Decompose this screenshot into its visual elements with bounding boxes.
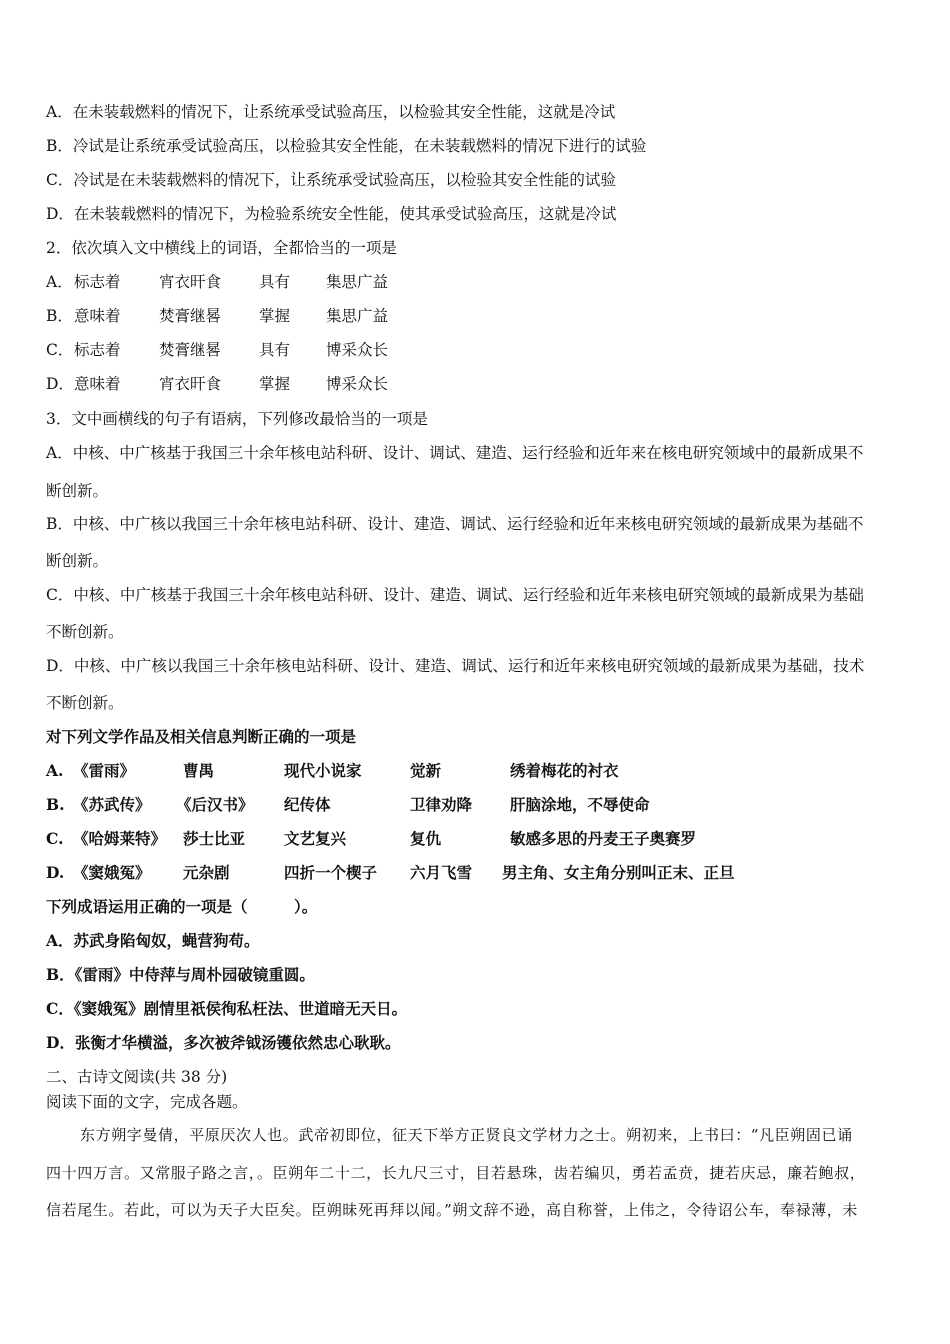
q3-option-c-line2: 不断创新。 [46, 623, 124, 641]
q2-option-word2: 焚膏继晷 [159, 307, 222, 325]
q4-author: 元杂剧 [183, 863, 230, 882]
q3-option-d-line2: 不断创新。 [46, 694, 124, 712]
q2-option-label: B． [46, 307, 73, 325]
q2-option-word4: 集思广益 [326, 307, 389, 325]
q4-author: 《后汉书》 [176, 795, 254, 814]
q4-stem: 对下列文学作品及相关信息判断正确的一项是 [46, 727, 357, 746]
q3-option-c-line1: C．中核、中广核基于我国三十余年核电站科研、设计、建造、调试、运行经验和近年来核电研究领域的最新成果为基础 [46, 586, 864, 604]
section-heading: 二、古诗文阅读(共 38 分) [46, 1068, 228, 1086]
q4-work: 《苏武传》 [73, 795, 151, 814]
q4-work: 《雷雨》 [73, 761, 136, 780]
q4-author: 曹禺 [183, 761, 215, 780]
q1-option-c: C．冷试是在未装载燃料的情况下，让系统承受试验高压，以检验其安全性能的试验 [46, 171, 616, 189]
q4-author: 莎士比亚 [183, 829, 246, 848]
q2-option-word1: 标志着 [74, 341, 121, 359]
q3-stem: 3．文中画横线的句子有语病，下列修改最恰当的一项是 [46, 410, 428, 428]
q4-work: 《哈姆莱特》 [73, 829, 167, 848]
q1-option-a: A．在未装载燃料的情况下，让系统承受试验高压，以检验其安全性能，这就是冷试 [46, 103, 616, 121]
q4-character: 觉新 [410, 761, 442, 780]
q4-description: 绣着梅花的衬衣 [510, 761, 619, 780]
q3-option-a-line2: 断创新。 [46, 482, 109, 500]
q5-option-b: B．《雷雨》中侍萍与周朴园破镜重圆。 [46, 965, 315, 984]
q2-option-word2: 宵衣旰食 [159, 273, 222, 291]
q2-option-word4: 博采众长 [326, 341, 389, 359]
passage-line-3: 信若尾生。若此，可以为天子大臣矣。臣朔昧死再拜以闻。”朔文辞不逊，高自称誉，上伟之，令待诏公车，奉禄薄，未 [46, 1201, 858, 1219]
q2-option-word3: 掌握 [259, 375, 291, 393]
q5-option-a: A．苏武身陷匈奴，蝇营狗苟。 [46, 931, 260, 950]
q2-option-word2: 焚膏继晷 [159, 341, 222, 359]
q4-genre: 现代小说家 [284, 761, 362, 780]
q4-genre: 纪传体 [284, 795, 331, 814]
q1-option-d: D．在未装载燃料的情况下，为检验系统安全性能，使其承受试验高压，这就是冷试 [46, 205, 617, 223]
q4-description: 敏感多思的丹麦王子奥赛罗 [510, 829, 697, 848]
q2-option-label: D． [46, 375, 74, 393]
q2-option-word1: 标志着 [74, 273, 121, 291]
q4-option-label: B. [46, 795, 65, 814]
q1-option-b: B．冷试是让系统承受试验高压，以检验其安全性能，在未装载燃料的情况下进行的试验 [46, 137, 647, 155]
q4-character: 六月飞雪 [410, 863, 473, 882]
passage-line-1: 东方朔字曼倩，平原厌次人也。武帝初即位，征天下举方正贤良文学材力之士。朔初来，上书曰：“凡臣朔固已诵 [80, 1126, 853, 1144]
q4-genre: 四折一个楔子 [284, 863, 378, 882]
q3-option-a-line1: A．中核、中广核基于我国三十余年核电站科研、设计、调试、建造、运行经验和近年来在核电研究领域中的最新成果不 [46, 444, 864, 462]
section-instruction: 阅读下面的文字，完成各题。 [46, 1093, 248, 1111]
q3-option-b-line2: 断创新。 [46, 552, 109, 570]
q4-character: 卫律劝降 [410, 795, 473, 814]
q5-option-d: D．张衡才华横溢，多次被斧钺汤镬依然忠心耿耿。 [46, 1033, 401, 1052]
q2-option-word3: 掌握 [259, 307, 291, 325]
q4-option-label: A. [46, 761, 64, 780]
passage-line-2: 四十四万言。又常服子路之言，。臣朔年二十二，长九尺三寸，目若悬珠，齿若编贝，勇若孟贲，捷若庆忌，廉若鲍叔， [46, 1164, 866, 1182]
q4-option-label: C. [46, 829, 64, 848]
q4-work: 《窦娥冤》 [73, 863, 151, 882]
q3-option-d-line1: D．中核、中广核以我国三十余年核电站科研、设计、建造、调试、运行和近年来核电研究领域的最新成果为基础，技术 [46, 657, 865, 675]
q2-option-label: A． [46, 273, 73, 291]
q2-option-word2: 宵衣旰食 [159, 375, 222, 393]
q2-option-word3: 具有 [259, 273, 291, 291]
q2-option-word4: 博采众长 [326, 375, 389, 393]
q4-description: 肝脑涂地，不辱使命 [510, 795, 650, 814]
q5-option-c: C．《窦娥冤》剧情里祇侯徇私枉法、世道暗无天日。 [46, 999, 408, 1018]
q2-option-word4: 集思广益 [326, 273, 389, 291]
q2-option-word1: 意味着 [74, 307, 121, 325]
q2-option-word3: 具有 [259, 341, 291, 359]
q4-option-label: D. [46, 863, 65, 882]
q3-option-b-line1: B．中核、中广核以我国三十余年核电站科研、设计、建造、调试、运行经验和近年来核电研究领域的最新成果为基础不 [46, 515, 864, 533]
q4-character: 复仇 [410, 829, 442, 848]
q4-description: 男主角、女主角分别叫正末、正旦 [502, 863, 735, 882]
q2-option-label: C． [46, 341, 74, 359]
q4-genre: 文艺复兴 [284, 829, 347, 848]
q2-stem: 2．依次填入文中横线上的词语，全都恰当的一项是 [46, 239, 397, 257]
q2-option-word1: 意味着 [74, 375, 121, 393]
q5-stem: 下列成语运用正确的一项是（ ）。 [46, 897, 318, 916]
